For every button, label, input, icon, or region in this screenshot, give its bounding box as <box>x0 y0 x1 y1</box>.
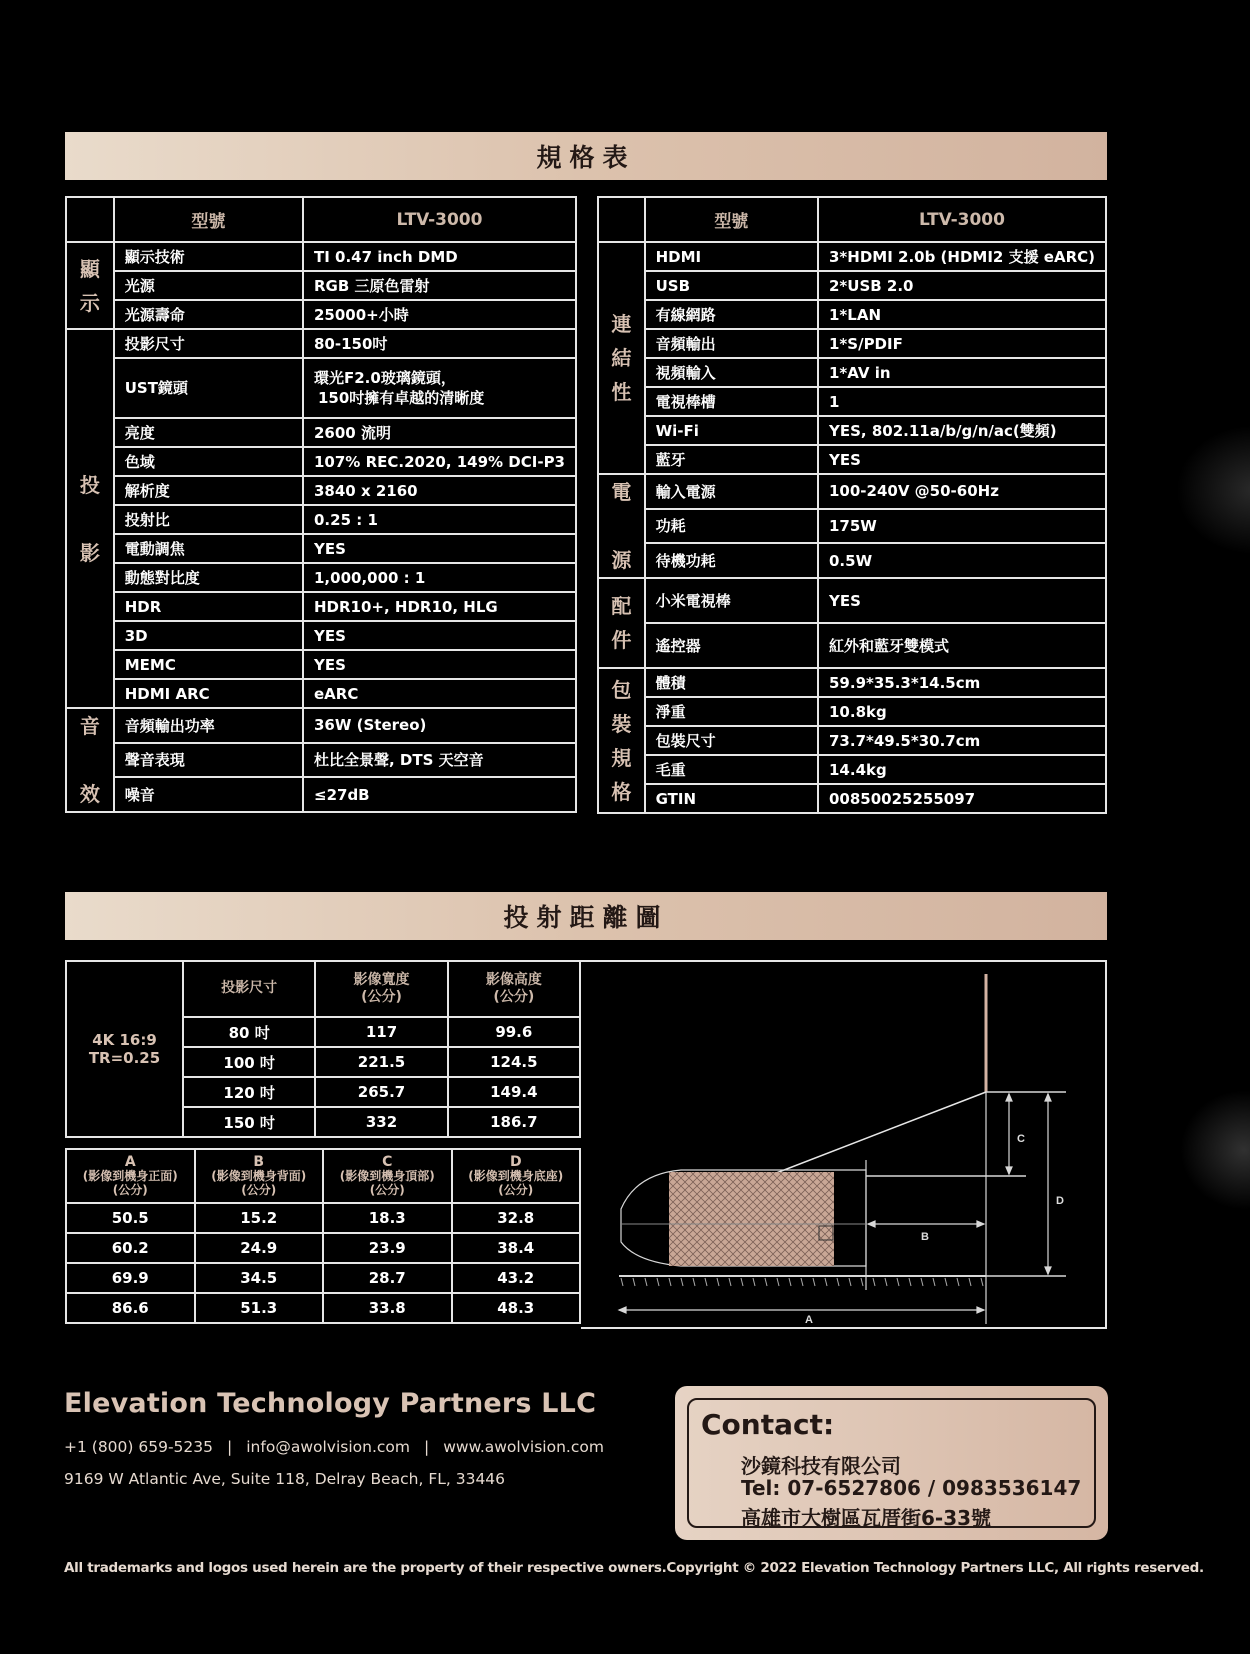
spec-value: RGB 三原色雷射 <box>303 271 576 300</box>
spec-value: 14.4kg <box>818 755 1106 784</box>
ratio-line-2: TR=0.25 <box>88 1049 161 1067</box>
header-unit: (公分) <box>493 989 535 1005</box>
spec-value: 1*LAN <box>818 300 1106 329</box>
spec-value: ≤27dB <box>303 777 576 812</box>
background-glow <box>1170 420 1250 560</box>
desc: (影像到機身頂部) <box>339 1169 435 1184</box>
spec-value-line2: 150吋擁有卓越的清晰度 <box>318 389 485 407</box>
contact-title: Contact: <box>701 1408 835 1441</box>
spec-value: 1*AV in <box>818 358 1106 387</box>
cell: 48.3 <box>452 1293 581 1323</box>
spec-key: 輸入電源 <box>645 474 818 509</box>
spec-value: 紅外和藍牙雙模式 <box>818 623 1106 668</box>
cell: 332 <box>315 1107 447 1137</box>
cell: 100 吋 <box>183 1047 315 1077</box>
background-texture <box>1180 1090 1250 1210</box>
spec-value: 36W (Stereo) <box>303 708 576 743</box>
spec-key: 聲音表現 <box>114 743 303 778</box>
spec-key: 3D <box>114 621 303 650</box>
spec-value: 0.5W <box>818 543 1106 578</box>
phone-number: +1 (800) 659-5235 <box>64 1438 214 1456</box>
letter: D <box>509 1154 522 1171</box>
cell: 15.2 <box>195 1203 324 1233</box>
spec-key: 顯示技術 <box>114 242 303 271</box>
desc: (影像到機身背面) <box>211 1169 307 1184</box>
spec-value: 1 <box>818 387 1106 416</box>
spec-key: 光源 <box>114 271 303 300</box>
cell: 265.7 <box>315 1077 447 1107</box>
spec-key: UST鏡頭 <box>114 358 303 418</box>
col-a <box>66 1149 195 1203</box>
spec-key: 電動調焦 <box>114 534 303 563</box>
spec-value-multiline <box>303 358 576 418</box>
col-b <box>195 1149 324 1203</box>
company-address: 9169 W Atlantic Ave, Suite 118, Delray Beach, FL, 33446 <box>64 1470 506 1488</box>
spec-key: 藍牙 <box>645 445 818 474</box>
spec-key: 投射比 <box>114 505 303 534</box>
spec-key: 待機功耗 <box>645 543 818 578</box>
cell: 80 吋 <box>183 1017 315 1047</box>
spec-key: 音頻輸出功率 <box>114 708 303 743</box>
cell: 117 <box>315 1017 447 1047</box>
cell: 43.2 <box>452 1263 581 1293</box>
model-label: 型號 <box>645 197 818 242</box>
spec-value: YES <box>818 578 1106 623</box>
letter: C <box>382 1154 393 1171</box>
spec-table-left <box>65 196 577 813</box>
spec-key: Wi-Fi <box>645 416 818 445</box>
spec-key: 光源壽命 <box>114 300 303 329</box>
spec-value: YES <box>818 445 1106 474</box>
cell: 221.5 <box>315 1047 447 1077</box>
cell: 33.8 <box>323 1293 452 1323</box>
distance-table <box>65 1148 581 1324</box>
contact-company: 沙鏡科技有限公司 <box>741 1454 901 1478</box>
ratio-label <box>66 961 183 1137</box>
spec-value: 107% REC.2020, 149% DCI-P3 <box>303 447 576 476</box>
spec-key: HDMI ARC <box>114 679 303 708</box>
website-link[interactable]: www.awolvision.com <box>443 1438 604 1456</box>
spec-key: 淨重 <box>645 697 818 726</box>
spec-key: 毛重 <box>645 755 818 784</box>
spec-value: YES, 802.11a/b/g/n/ac(雙頻) <box>818 416 1106 445</box>
spec-value: HDR10+, HDR10, HLG <box>303 592 576 621</box>
spec-value: 80-150吋 <box>303 329 576 358</box>
cell: 124.5 <box>448 1047 580 1077</box>
spec-key: 亮度 <box>114 418 303 447</box>
desc: (影像到機身正面) <box>82 1169 178 1184</box>
spec-key: 電視棒槽 <box>645 387 818 416</box>
letter: B <box>253 1154 265 1171</box>
spec-value: 3840 x 2160 <box>303 476 576 505</box>
distance-row <box>66 1263 580 1293</box>
contact-box-border <box>687 1398 1096 1528</box>
separator: | <box>423 1438 430 1456</box>
label-d: D <box>1056 1195 1064 1207</box>
cell: 149.4 <box>448 1077 580 1107</box>
projector-diagram-icon <box>581 962 1105 1329</box>
spec-value: 杜比全景聲, DTS 天空音 <box>303 743 576 778</box>
spec-key: 音頻輸出 <box>645 329 818 358</box>
spec-key: MEMC <box>114 650 303 679</box>
spec-key: 遙控器 <box>645 623 818 668</box>
cell: 28.7 <box>323 1263 452 1293</box>
spec-value: 2*USB 2.0 <box>818 271 1106 300</box>
col-image-height <box>448 961 580 1017</box>
cell: 60.2 <box>66 1233 195 1263</box>
cell: 32.8 <box>452 1203 581 1233</box>
spec-value: YES <box>303 650 576 679</box>
spec-value: TI 0.47 inch DMD <box>303 242 576 271</box>
spec-key: USB <box>645 271 818 300</box>
spec-value: 175W <box>818 509 1106 544</box>
throw-section-title: 投射距離圖 <box>65 892 1107 940</box>
spec-section-title: 規格表 <box>65 132 1107 180</box>
col-screen-size: 投影尺寸 <box>183 961 315 1017</box>
unit: (公分) <box>112 1183 148 1198</box>
cell: 186.7 <box>448 1107 580 1137</box>
letter: A <box>124 1154 136 1171</box>
corner-cell <box>66 197 114 242</box>
spec-key: 包裝尺寸 <box>645 726 818 755</box>
spec-table-right <box>597 196 1107 814</box>
legal-notice: All trademarks and logos used herein are the property of their respective owners.Copyright © 2022 Elevation Technology Partners LLC, All rights reserved. <box>64 1560 1204 1576</box>
company-name: Elevation Technology Partners LLC <box>64 1388 597 1419</box>
cell: 69.9 <box>66 1263 195 1293</box>
spec-value: 73.7*49.5*30.7cm <box>818 726 1106 755</box>
spec-value: 59.9*35.3*14.5cm <box>818 668 1106 697</box>
header-text: 影像寬度 <box>353 971 410 988</box>
spec-value: 0.25 : 1 <box>303 505 576 534</box>
cell: 34.5 <box>195 1263 324 1293</box>
category-display: 顯 示 <box>66 242 114 329</box>
spec-key: 視頻輸入 <box>645 358 818 387</box>
distance-row <box>66 1293 580 1323</box>
contact-address: 高雄市大樹區瓦厝街6-33號 <box>741 1506 992 1530</box>
contact-tel: Tel: 07-6527806 / 0983536147 <box>741 1476 1082 1500</box>
label-c: C <box>1017 1133 1025 1145</box>
category-accessories: 配 件 <box>598 578 645 668</box>
email-link[interactable]: info@awolvision.com <box>246 1438 410 1456</box>
category-projection: 投 影 <box>66 329 114 708</box>
spec-value: 00850025255097 <box>818 784 1106 813</box>
spec-key: 有線網路 <box>645 300 818 329</box>
screen-size-table <box>65 960 581 1138</box>
header-text: 影像高度 <box>485 971 542 988</box>
label-b: B <box>921 1231 929 1243</box>
spec-key: HDMI <box>645 242 818 271</box>
separator: | <box>227 1438 233 1456</box>
spec-key: HDR <box>114 592 303 621</box>
spec-key: 動態對比度 <box>114 563 303 592</box>
corner-cell <box>598 197 645 242</box>
header-unit: (公分) <box>361 989 402 1005</box>
spec-value: 25000+小時 <box>303 300 576 329</box>
category-packaging: 包 裝 規 格 <box>598 668 645 813</box>
contact-line <box>64 1438 604 1456</box>
unit: (公分) <box>369 1183 405 1198</box>
cell: 99.6 <box>448 1017 580 1047</box>
model-value: LTV-3000 <box>818 197 1106 242</box>
cell: 51.3 <box>195 1293 324 1323</box>
model-value: LTV-3000 <box>303 197 576 242</box>
col-c <box>323 1149 452 1203</box>
cell: 150 吋 <box>183 1107 315 1137</box>
spec-value: 2600 流明 <box>303 418 576 447</box>
desc: (影像到機身底座) <box>468 1169 564 1184</box>
spec-value: 1*S/PDIF <box>818 329 1106 358</box>
spec-key: 功耗 <box>645 509 818 544</box>
distance-row <box>66 1233 580 1263</box>
spec-key: 小米電視棒 <box>645 578 818 623</box>
ratio-line-1: 4K 16:9 <box>92 1031 157 1049</box>
col-image-width <box>315 961 447 1017</box>
unit: (公分) <box>498 1183 534 1198</box>
spec-value: eARC <box>303 679 576 708</box>
cell: 23.9 <box>323 1233 452 1263</box>
spec-value: 3*HDMI 2.0b (HDMI2 支援 eARC) <box>818 242 1106 271</box>
spec-value: YES <box>303 534 576 563</box>
spec-key: 解析度 <box>114 476 303 505</box>
spec-value: 1,000,000 : 1 <box>303 563 576 592</box>
spec-key: 投影尺寸 <box>114 329 303 358</box>
cell: 50.5 <box>66 1203 195 1233</box>
cell: 18.3 <box>323 1203 452 1233</box>
category-audio: 音 效 <box>66 708 114 812</box>
spec-key: GTIN <box>645 784 818 813</box>
spec-key: 噪音 <box>114 777 303 812</box>
col-d <box>452 1149 581 1203</box>
cell: 120 吋 <box>183 1077 315 1107</box>
cell: 24.9 <box>195 1233 324 1263</box>
unit: (公分) <box>241 1183 277 1198</box>
category-connectivity: 連 結 性 <box>598 242 645 474</box>
distance-row <box>66 1203 580 1233</box>
category-power: 電 源 <box>598 474 645 578</box>
cell: 86.6 <box>66 1293 195 1323</box>
contact-box <box>675 1386 1108 1540</box>
throw-distance-diagram <box>581 960 1107 1329</box>
spec-value: 10.8kg <box>818 697 1106 726</box>
model-label: 型號 <box>114 197 303 242</box>
spec-value-line1: 環光F2.0玻璃鏡頭， <box>314 368 456 387</box>
spec-value: YES <box>303 621 576 650</box>
spec-value: 100-240V @50-60Hz <box>818 474 1106 509</box>
spec-key: 體積 <box>645 668 818 697</box>
spec-key: 色域 <box>114 447 303 476</box>
label-a: A <box>805 1314 813 1326</box>
cell: 38.4 <box>452 1233 581 1263</box>
